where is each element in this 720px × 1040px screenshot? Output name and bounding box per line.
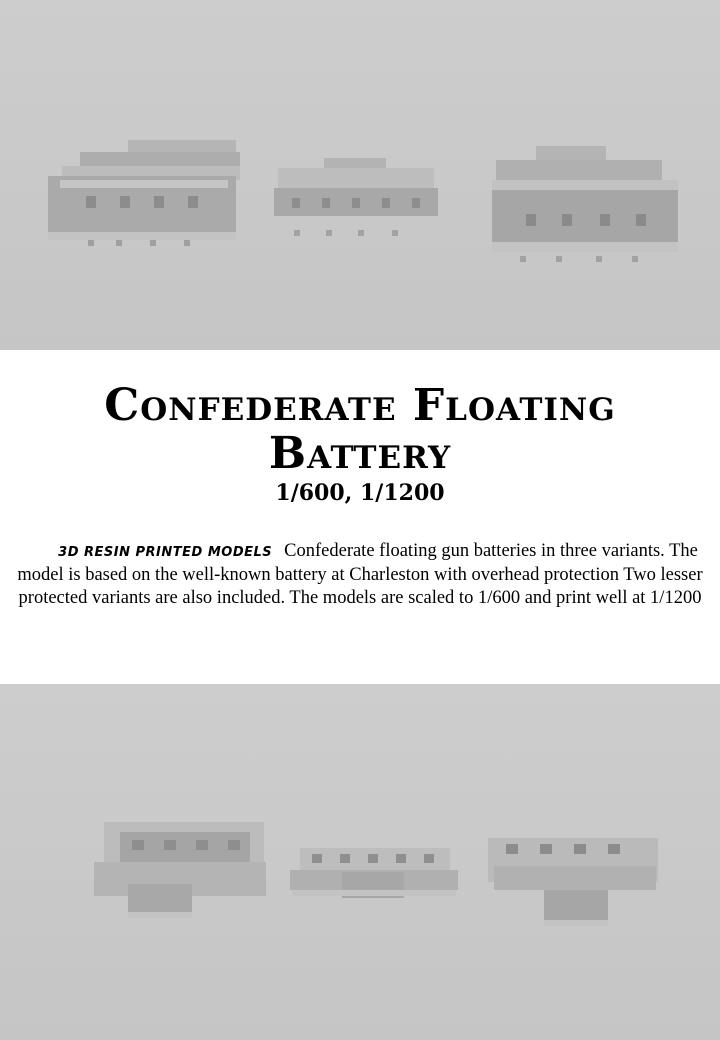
description-text: Confederate floating gun batteries in three variants. The model is based on the well-known battery at Charleston with overhead protection Two lesser protected variants are also included. The models are scaled to 1/600 and print well at 1/1200 (17, 541, 703, 608)
top-model-render (0, 0, 720, 350)
title-block (0, 382, 720, 506)
battery-model-2-top (290, 848, 458, 898)
bottom-model-render (0, 684, 720, 1040)
product-title: Confederate Floating Battery (104, 380, 616, 479)
scale-line: 1/600, 1/1200 (275, 480, 445, 506)
battery-model-2-side (274, 158, 438, 236)
battery-model-3-side (492, 146, 678, 262)
product-description (12, 540, 708, 610)
brand-logo-text: 3D RESIN PRINTED MODELS (58, 545, 273, 560)
battery-model-3-top (488, 838, 658, 926)
battery-model-1-top (94, 822, 266, 918)
battery-model-1-side (48, 140, 240, 246)
